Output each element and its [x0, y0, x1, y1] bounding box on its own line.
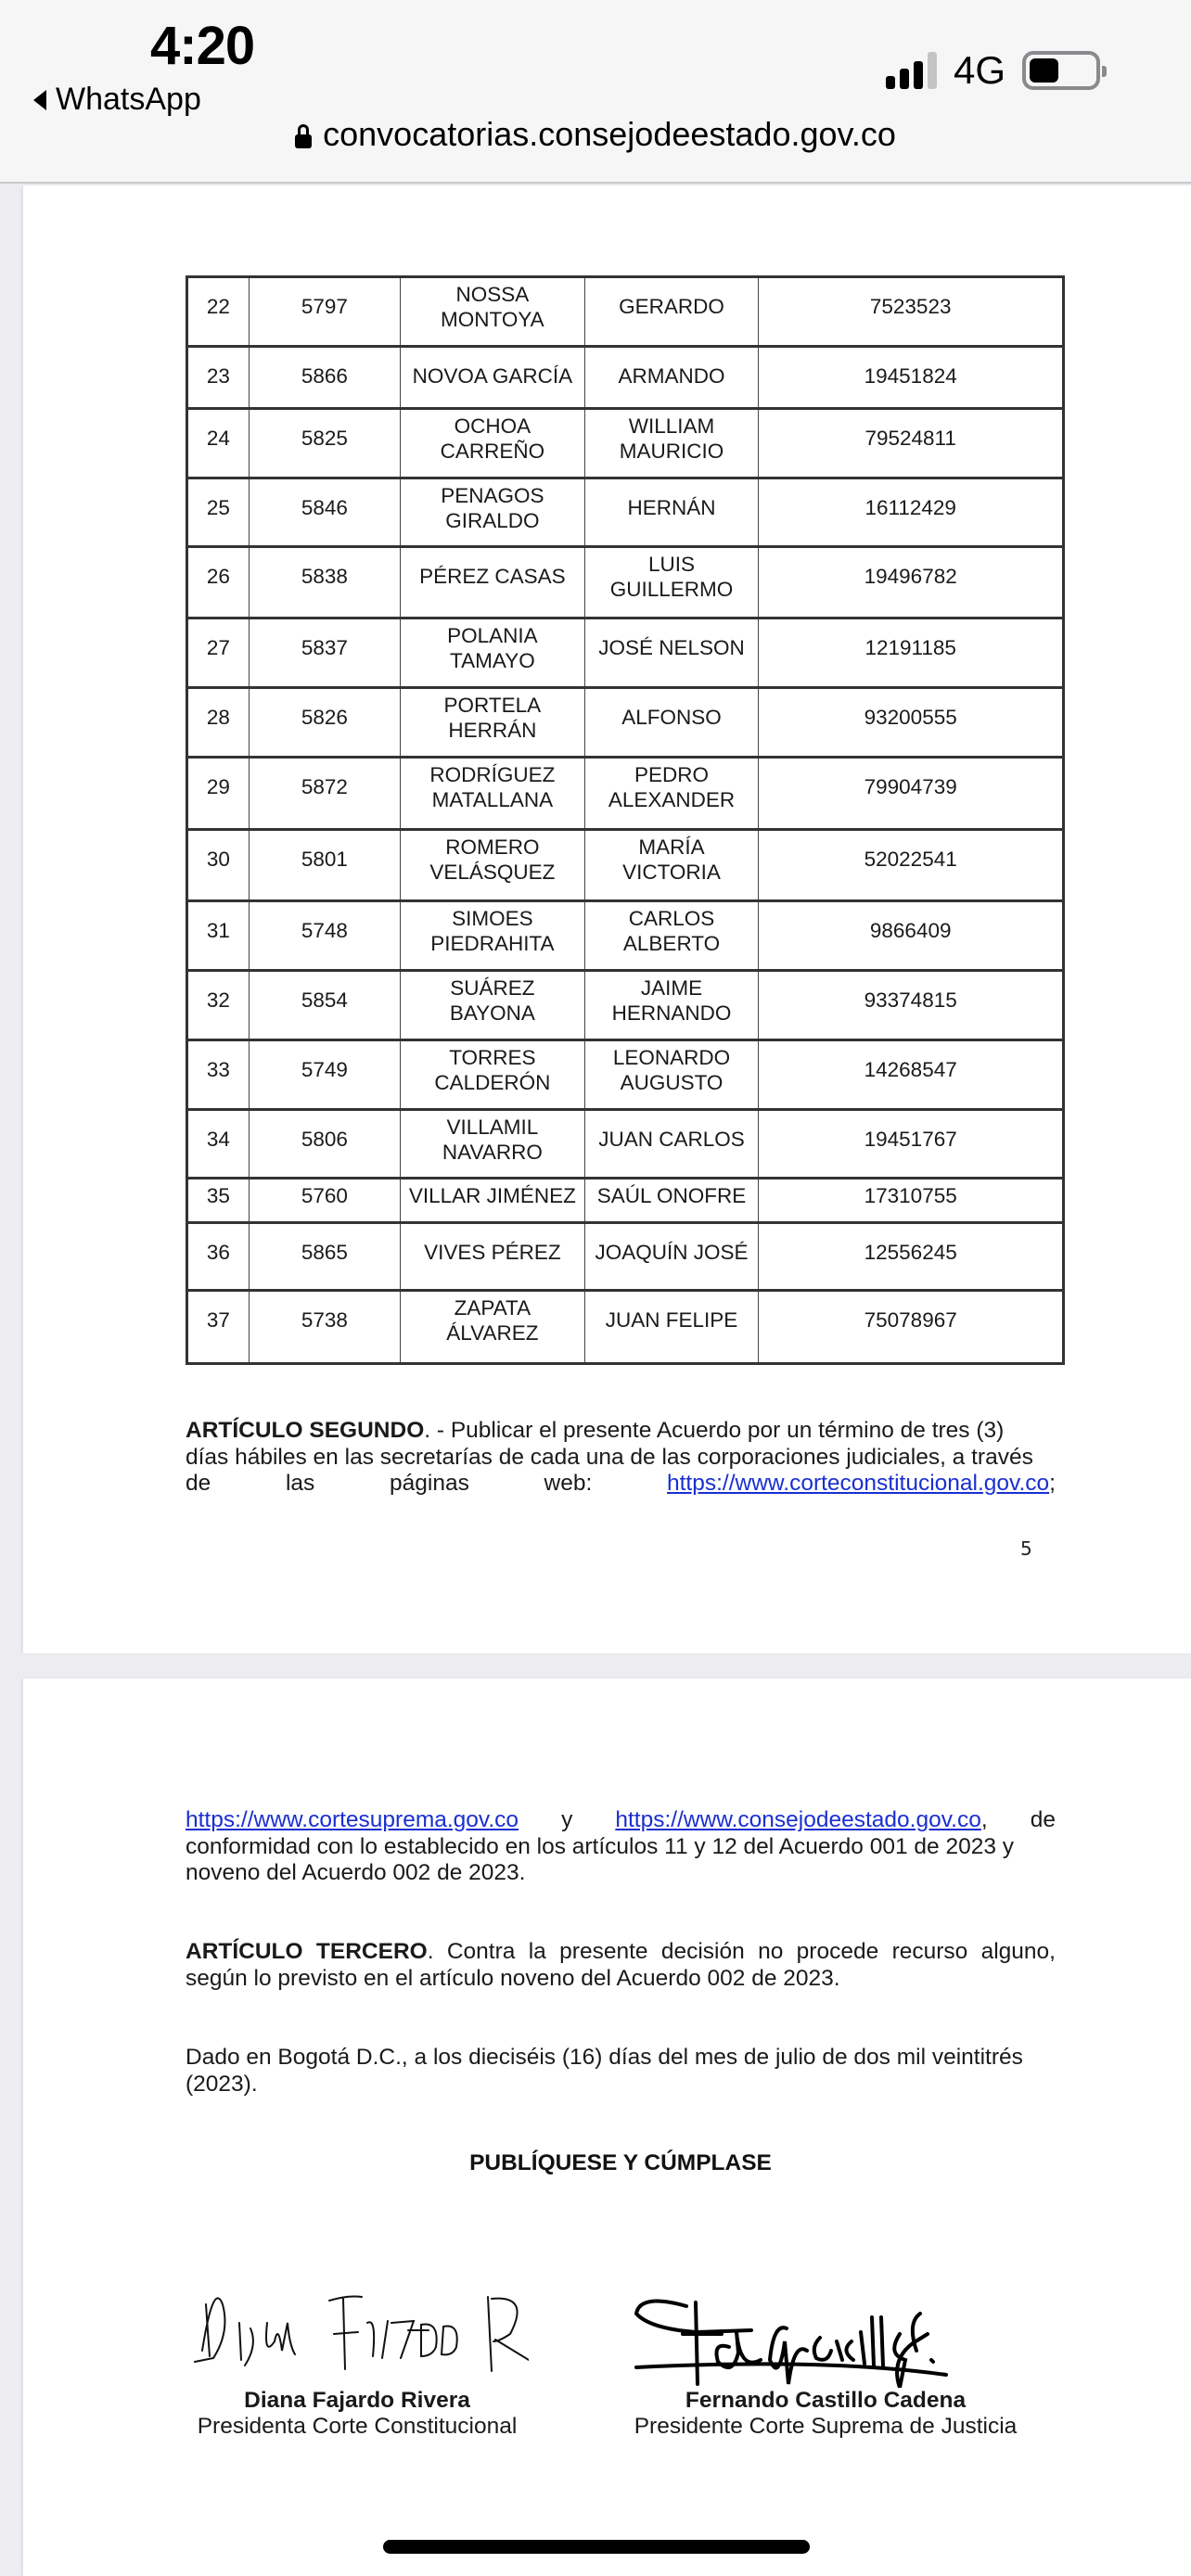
cell-code: 5749 — [249, 1040, 400, 1110]
cell-surname — [401, 971, 585, 1040]
cell-line: GUILLERMO — [609, 578, 734, 601]
article-3-heading: ARTÍCULO TERCERO — [186, 1939, 428, 1964]
article-2-line1: . - Publicar el presente Acuerdo por un término de tres (3) — [424, 1418, 1005, 1443]
document-page-5 — [23, 185, 1191, 1653]
cell-given-name — [584, 547, 759, 618]
cell-line: LUIS — [648, 553, 696, 576]
connector-word: y — [561, 1807, 573, 1832]
cell-line: SUÁREZ — [450, 976, 535, 1000]
cell-code: 5748 — [249, 901, 400, 971]
cell-given-name — [584, 688, 759, 758]
cell-id-number: 7523523 — [759, 277, 1064, 347]
document-page-6 — [23, 1678, 1191, 2576]
candidates-table — [186, 275, 1065, 1365]
cell-number: 34 — [187, 1110, 250, 1179]
table-row — [187, 478, 1064, 547]
cell-line: WILLIAM — [628, 414, 715, 438]
cell-line: HERRÁN — [448, 719, 537, 742]
cell-given-name — [584, 277, 759, 347]
cell-code: 5826 — [249, 688, 400, 758]
cell-code: 5738 — [249, 1291, 400, 1364]
cell-line: PORTELA — [443, 694, 542, 717]
cell-line: PIEDRAHITA — [430, 932, 555, 955]
cell-surname — [401, 409, 585, 478]
cell-given-name — [584, 1223, 759, 1291]
cell-given-name — [584, 830, 759, 901]
cellular-signal-icon — [886, 52, 937, 89]
cell-code: 5838 — [249, 547, 400, 618]
cell-id-number: 79524811 — [759, 409, 1064, 478]
cell-line: PÉREZ CASAS — [419, 565, 566, 588]
cell-line: JOSÉ NELSON — [598, 636, 745, 659]
cell-number: 23 — [187, 347, 250, 409]
browser-header — [0, 0, 1191, 184]
cell-line: MAURICIO — [619, 440, 724, 463]
signature-block-right — [621, 2286, 1030, 2440]
cell-line: OCHOA — [454, 414, 531, 438]
table-row — [187, 971, 1064, 1040]
cell-given-name — [584, 1040, 759, 1110]
word: de — [1030, 1807, 1056, 1832]
signal-bar — [900, 69, 909, 89]
cell-id-number: 93200555 — [759, 688, 1064, 758]
cell-line: VICTORIA — [622, 861, 721, 884]
cell-surname — [401, 830, 585, 901]
cell-line: VELÁSQUEZ — [429, 861, 556, 884]
word: de — [186, 1471, 211, 1496]
signer-name-right: Fernando Castillo Cadena — [685, 2388, 967, 2413]
cell-id-number: 12191185 — [759, 618, 1064, 688]
cell-line: VILLAR JIMÉNEZ — [408, 1184, 576, 1207]
cell-line: MONTOYA — [441, 308, 544, 331]
table-row — [187, 1291, 1064, 1364]
cell-surname — [401, 347, 585, 409]
cell-line: HERNANDO — [611, 1001, 732, 1025]
cell-surname — [401, 901, 585, 971]
table-row — [187, 1179, 1064, 1223]
cell-line: PEDRO — [634, 763, 710, 786]
cell-given-name — [584, 618, 759, 688]
table-row — [187, 547, 1064, 618]
cell-id-number: 19496782 — [759, 547, 1064, 618]
punctuation: ; — [1049, 1471, 1056, 1496]
cell-line: NAVARRO — [442, 1141, 543, 1164]
table-row — [187, 1223, 1064, 1291]
table-row — [187, 901, 1064, 971]
signer-title-right: Presidente Corte Suprema de Justicia — [634, 2414, 1018, 2439]
table-row — [187, 618, 1064, 688]
cell-number: 22 — [187, 277, 250, 347]
cell-id-number: 79904739 — [759, 758, 1064, 830]
cell-line: POLANIA — [447, 624, 538, 647]
url-bar[interactable] — [0, 115, 1191, 154]
cell-surname — [401, 478, 585, 547]
cell-given-name — [584, 1179, 759, 1223]
signature-diana-fajardo — [186, 2286, 529, 2388]
cell-surname — [401, 1110, 585, 1179]
url-text: convocatorias.consejodeestado.gov.co — [323, 115, 896, 153]
word: web: — [544, 1471, 593, 1496]
page-number: 5 — [1020, 1537, 1032, 1560]
given-in-paragraph: Dado en Bogotá D.C., a los dieciséis (16) días del mes de julio de dos mil veintitrés (2023). — [186, 2045, 1023, 2097]
article-2-line2: días hábiles en las secretarías de cada una de las corporaciones judiciales, a través — [186, 1444, 1033, 1470]
battery-level — [1030, 58, 1058, 83]
table-row — [187, 347, 1064, 409]
status-icons — [886, 48, 1100, 93]
cell-line: NOVOA GARCÍA — [412, 364, 573, 388]
closing-title: PUBLÍQUESE Y CÚMPLASE — [469, 2150, 772, 2175]
cell-given-name — [584, 409, 759, 478]
cell-line: MARÍA — [638, 835, 705, 859]
cell-code: 5846 — [249, 478, 400, 547]
cell-number: 24 — [187, 409, 250, 478]
network-type: 4G — [953, 48, 1005, 92]
punctuation: , — [980, 1807, 988, 1832]
signature-block-left — [186, 2286, 529, 2440]
cell-line: LEONARDO — [612, 1046, 731, 1069]
cell-number: 32 — [187, 971, 250, 1040]
cell-id-number: 12556245 — [759, 1223, 1064, 1291]
cell-code: 5872 — [249, 758, 400, 830]
cell-number: 26 — [187, 547, 250, 618]
cell-line: SIMOES — [452, 907, 533, 930]
cell-line: HERNÁN — [627, 496, 716, 519]
cell-given-name — [584, 971, 759, 1040]
cell-number: 31 — [187, 901, 250, 971]
cell-line: JAIME — [640, 976, 703, 1000]
signal-bar — [914, 61, 923, 89]
cell-code: 5865 — [249, 1223, 400, 1291]
article-2-paragraph — [186, 1418, 1056, 1498]
link-corte-constitucional[interactable]: https://www.corteconstitucional.gov.co — [667, 1471, 1050, 1496]
cell-given-name — [584, 347, 759, 409]
link-corte-suprema[interactable]: https://www.cortesuprema.gov.co — [186, 1807, 519, 1832]
cell-line: CARLOS — [628, 907, 715, 930]
table-row — [187, 409, 1064, 478]
continuation-line2: conformidad con lo establecido en los artículos 11 y 12 del Acuerdo 001 de 2023 y — [186, 1833, 1015, 1859]
cell-line: TORRES — [449, 1046, 536, 1069]
cell-surname — [401, 1223, 585, 1291]
cell-given-name — [584, 901, 759, 971]
cell-line: ALEXANDER — [608, 788, 736, 811]
cell-line: JOAQUÍN JOSÉ — [595, 1241, 749, 1264]
cell-line: ROMERO — [445, 835, 540, 859]
table-row — [187, 1110, 1064, 1179]
word: las — [285, 1471, 315, 1496]
cell-id-number: 93374815 — [759, 971, 1064, 1040]
cell-line: ALFONSO — [621, 706, 722, 729]
article-2-heading: ARTÍCULO SEGUNDO — [186, 1418, 425, 1443]
cell-line: TAMAYO — [450, 649, 535, 672]
cell-id-number: 19451824 — [759, 347, 1064, 409]
cell-line: VIVES PÉREZ — [424, 1241, 561, 1264]
cell-line: CALDERÓN — [434, 1071, 551, 1094]
cell-line: VILLAMIL — [446, 1116, 539, 1139]
continuation-line3: noveno del Acuerdo 002 de 2023. — [186, 1860, 526, 1885]
cell-line: JUAN FELIPE — [605, 1308, 738, 1332]
cell-code: 5854 — [249, 971, 400, 1040]
cell-code: 5866 — [249, 347, 400, 409]
cell-surname — [401, 277, 585, 347]
article-3-text: . Contra la presente decisión no procede recurso alguno, según lo previsto en el artículo noveno del Acuerdo 002 de 2023. — [186, 1939, 1056, 1991]
cell-number: 25 — [187, 478, 250, 547]
cell-number: 36 — [187, 1223, 250, 1291]
back-to-app-button[interactable] — [33, 82, 201, 118]
cell-id-number: 16112429 — [759, 478, 1064, 547]
back-arrow-icon — [33, 90, 46, 110]
cell-number: 35 — [187, 1179, 250, 1223]
table-row — [187, 277, 1064, 347]
cell-line: RODRÍGUEZ — [429, 763, 556, 786]
cell-code: 5806 — [249, 1110, 400, 1179]
cell-surname — [401, 1179, 585, 1223]
signer-name-left: Diana Fajardo Rivera — [244, 2388, 470, 2413]
table-row — [187, 830, 1064, 901]
cell-id-number: 52022541 — [759, 830, 1064, 901]
cell-id-number: 9866409 — [759, 901, 1064, 971]
cell-line: PENAGOS — [441, 484, 544, 507]
cell-id-number: 17310755 — [759, 1179, 1064, 1223]
link-consejo-de-estado[interactable]: https://www.consejodeestado.gov.co — [615, 1807, 981, 1832]
status-time: 4:20 — [150, 16, 255, 76]
cell-number: 30 — [187, 830, 250, 901]
table-row — [187, 688, 1064, 758]
cell-surname — [401, 758, 585, 830]
cell-surname — [401, 1291, 585, 1364]
battery-icon — [1022, 51, 1100, 90]
cell-given-name — [584, 1110, 759, 1179]
cell-number: 27 — [187, 618, 250, 688]
cell-line: SAÚL ONOFRE — [596, 1184, 747, 1207]
word: páginas — [390, 1471, 469, 1496]
article-3-paragraph — [186, 1939, 1056, 1992]
cell-line: JUAN CARLOS — [598, 1128, 745, 1151]
cell-code: 5825 — [249, 409, 400, 478]
cell-line: ZAPATA — [454, 1296, 531, 1320]
home-indicator[interactable] — [383, 2540, 810, 2554]
cell-line: ALBERTO — [622, 932, 721, 955]
cell-line: GERARDO — [619, 295, 724, 318]
cell-number: 29 — [187, 758, 250, 830]
signature-fernando-castillo — [621, 2286, 1030, 2388]
cell-given-name — [584, 758, 759, 830]
cell-line: GIRALDO — [445, 509, 540, 532]
continuation-line1 — [186, 1807, 1056, 1834]
lock-icon — [295, 124, 312, 148]
signer-title-left: Presidenta Corte Constitucional — [197, 2414, 518, 2439]
cell-line: NOSSA — [455, 283, 530, 306]
table-row — [187, 1040, 1064, 1110]
cell-surname — [401, 618, 585, 688]
cell-given-name — [584, 478, 759, 547]
signal-bar — [886, 76, 895, 89]
cell-line: CARREÑO — [440, 440, 545, 463]
back-app-label: WhatsApp — [56, 82, 201, 117]
cell-surname — [401, 688, 585, 758]
cell-surname — [401, 1040, 585, 1110]
cell-code: 5837 — [249, 618, 400, 688]
cell-number: 37 — [187, 1291, 250, 1364]
cell-line: BAYONA — [449, 1001, 535, 1025]
cell-line: ARMANDO — [618, 364, 725, 388]
table-row — [187, 758, 1064, 830]
article-2-line3 — [186, 1471, 1056, 1498]
cell-line: MATALLANA — [431, 788, 554, 811]
cell-id-number: 75078967 — [759, 1291, 1064, 1364]
cell-number: 28 — [187, 688, 250, 758]
cell-given-name — [584, 1291, 759, 1364]
cell-line: AUGUSTO — [620, 1071, 724, 1094]
cell-line: ÁLVAREZ — [446, 1321, 539, 1345]
cell-id-number: 14268547 — [759, 1040, 1064, 1110]
continuation-paragraph — [186, 1807, 1056, 1887]
cell-surname — [401, 547, 585, 618]
cell-code: 5760 — [249, 1179, 400, 1223]
signal-bar — [928, 52, 937, 89]
cell-code: 5797 — [249, 277, 400, 347]
cell-number: 33 — [187, 1040, 250, 1110]
cell-id-number: 19451767 — [759, 1110, 1064, 1179]
cell-code: 5801 — [249, 830, 400, 901]
